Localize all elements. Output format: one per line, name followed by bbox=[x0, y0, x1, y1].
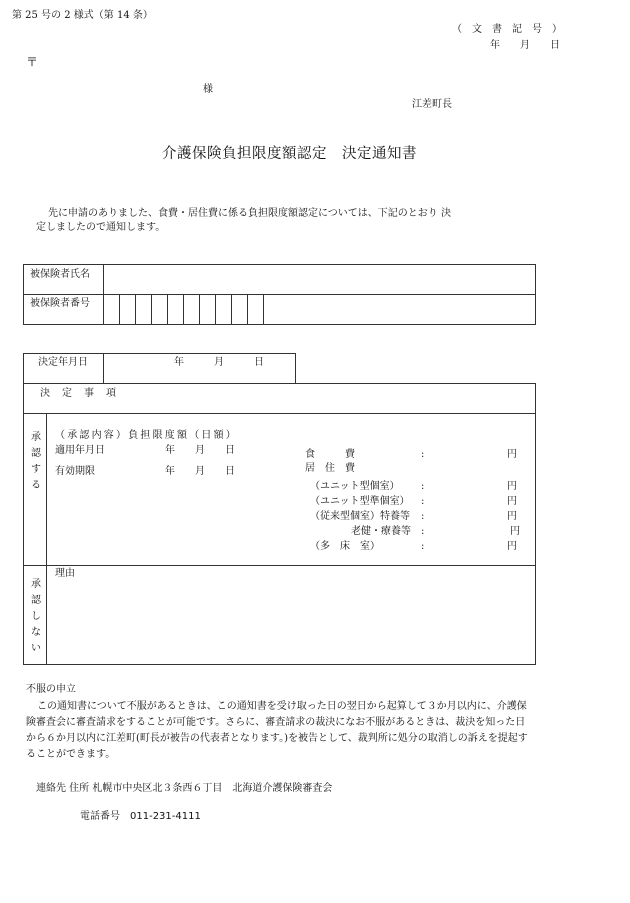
room-type-label: （ユニット型個室） bbox=[310, 481, 400, 492]
appeal-heading: 不服の申立 bbox=[26, 684, 76, 695]
approve-reject-divider bbox=[23, 565, 536, 566]
room-type-colon: : bbox=[421, 511, 425, 522]
issuer: 江差町長 bbox=[412, 99, 452, 110]
approve-content-heading: （承認内容）負担限度額（日額） bbox=[55, 430, 238, 441]
appeal-line-1: この通知書について不服があるときは、この通知書を受け取った日の翌日から起算して３か月以内に、介護保 bbox=[37, 701, 527, 712]
apply-date-label: 適用年月日 bbox=[55, 445, 105, 456]
appeal-line-3: から６か月以内に江差町(町長が被告の代表者となります。)を被告として、裁判所に処分の取消しの訴えを提起す bbox=[26, 733, 528, 744]
number-cell-divider bbox=[135, 295, 136, 324]
room-type-label: （従来型個室）特養等 bbox=[310, 511, 410, 522]
number-cell-divider bbox=[215, 295, 216, 324]
room-type-colon: : bbox=[421, 541, 425, 552]
room-type-colon: : bbox=[421, 526, 425, 537]
number-cell-divider bbox=[247, 295, 248, 324]
room-type-colon: : bbox=[421, 481, 425, 492]
food-cost-yen[interactable]: 円 bbox=[507, 449, 517, 460]
decision-date-divider bbox=[103, 353, 104, 384]
insured-name-label: 被保険者氏名 bbox=[30, 269, 90, 280]
room-type-label: （ユニット型準個室） bbox=[310, 496, 410, 507]
apply-date-value[interactable]: 年 月 日 bbox=[165, 445, 235, 456]
decision-date-value[interactable]: 年 月 日 bbox=[174, 357, 264, 368]
intro-line-1: 先に申請のありました、食費・居住費に係る負担限度額認定については、下記のとおり 決 bbox=[48, 208, 451, 219]
number-cell-divider bbox=[167, 295, 168, 324]
room-type-yen[interactable]: 円 bbox=[507, 496, 517, 507]
room-type-label: （多 床 室） bbox=[310, 541, 380, 552]
number-cell-divider bbox=[151, 295, 152, 324]
number-cell-divider bbox=[231, 295, 232, 324]
reject-label: 承認しない bbox=[31, 579, 41, 654]
decision-items-header-divider bbox=[23, 413, 536, 414]
room-type-yen[interactable]: 円 bbox=[507, 541, 517, 552]
valid-until-label: 有効期限 bbox=[55, 466, 95, 477]
decision-items-label: 決 定 事 項 bbox=[40, 388, 117, 399]
phone-label: 電話番号 bbox=[80, 811, 120, 822]
valid-until-value[interactable]: 年 月 日 bbox=[165, 466, 235, 477]
housing-cost-label: 居 住 費 bbox=[305, 463, 355, 474]
number-cell-divider bbox=[183, 295, 184, 324]
decision-side-divider bbox=[46, 413, 47, 665]
appeal-line-2: 険審査会に審査請求をすることが可能です。さらに、審査請求の裁決になお不服があるときは、裁決を知った日 bbox=[26, 717, 526, 728]
food-cost-colon: : bbox=[421, 449, 425, 460]
insured-table-divider bbox=[23, 294, 536, 295]
approve-label: 承認する bbox=[31, 432, 41, 491]
intro-line-2: 定しましたので通知します。 bbox=[36, 222, 166, 233]
document-number: （ 文 書 記 号 ） bbox=[452, 24, 562, 35]
reason-field[interactable] bbox=[55, 582, 533, 662]
insured-number-label: 被保険者番号 bbox=[30, 298, 90, 309]
page-title: 介護保険負担限度額認定 決定通知書 bbox=[162, 146, 417, 162]
food-cost-label: 食 費 bbox=[305, 449, 355, 460]
room-type-yen[interactable]: 円 bbox=[507, 511, 517, 522]
decision-date-label: 決定年月日 bbox=[38, 357, 88, 368]
recipient-honorific: 様 bbox=[203, 84, 213, 95]
number-cell-divider bbox=[199, 295, 200, 324]
room-type-yen[interactable]: 円 bbox=[507, 481, 517, 492]
room-type-colon: : bbox=[421, 496, 425, 507]
number-cell-divider bbox=[263, 295, 264, 324]
issue-date: 年 月 日 bbox=[490, 40, 560, 51]
room-type-label: 老健・療養等 bbox=[351, 526, 411, 537]
number-cell-divider bbox=[119, 295, 120, 324]
postal-mark: 〒 bbox=[26, 55, 39, 69]
phone-number[interactable]: 011-231-4111 bbox=[130, 811, 201, 822]
reason-label: 理由 bbox=[55, 568, 75, 579]
appeal-line-4: ることができます。 bbox=[26, 749, 116, 760]
room-type-yen[interactable]: 円 bbox=[510, 526, 520, 537]
insured-name-field[interactable] bbox=[104, 265, 535, 293]
contact-address: 連絡先 住所 札幌市中央区北３条西６丁目 北海道介護保険審査会 bbox=[36, 783, 333, 794]
form-number: 第 25 号の 2 様式（第 14 条） bbox=[12, 10, 153, 21]
